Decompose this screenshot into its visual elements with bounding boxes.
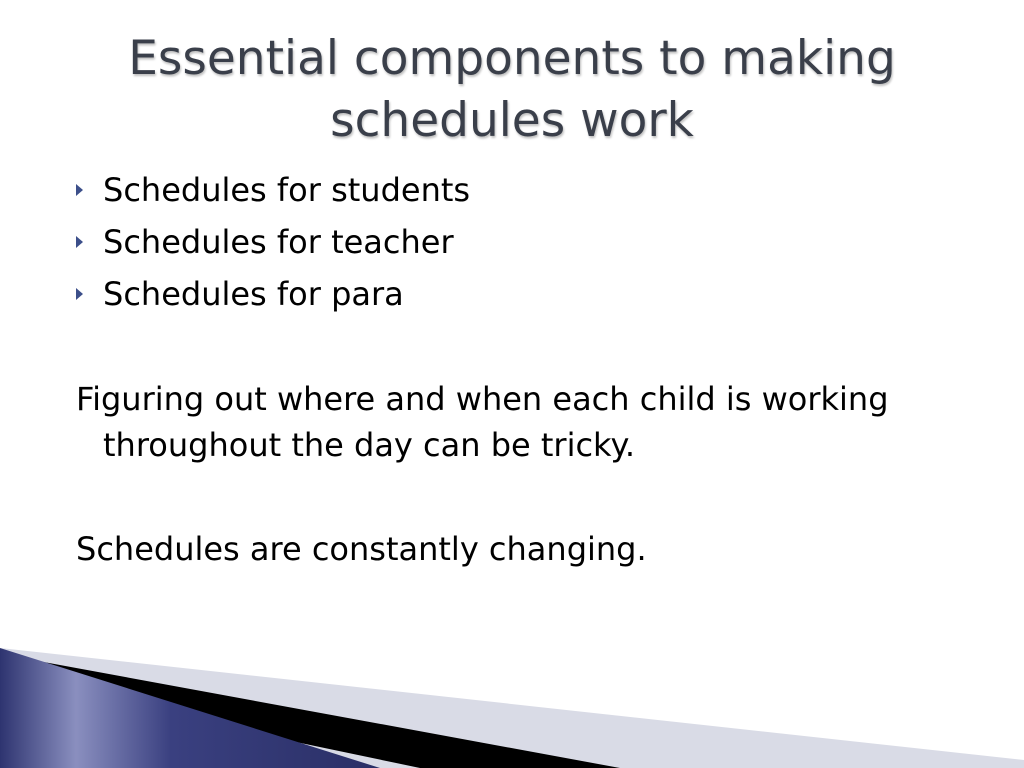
triangle-bullet-icon	[76, 236, 83, 248]
body-paragraph: Schedules are constantly changing.	[76, 530, 647, 568]
bullet-text: Schedules for students	[103, 171, 471, 209]
bullet-item	[76, 166, 470, 218]
bullet-text: Schedules for para	[103, 275, 404, 313]
footer-decoration	[0, 640, 1024, 768]
triangle-bullet-icon	[76, 288, 83, 300]
bullet-item	[76, 270, 470, 322]
slide-title: Essential components to making schedules work	[128, 31, 896, 148]
bullet-list	[76, 166, 470, 322]
bullet-text: Schedules for teacher	[103, 223, 454, 261]
triangle-bullet-icon	[76, 184, 83, 196]
bullet-item	[76, 218, 470, 270]
body-paragraph: Figuring out where and when each child is working throughout the day can be tricky.	[76, 380, 889, 464]
